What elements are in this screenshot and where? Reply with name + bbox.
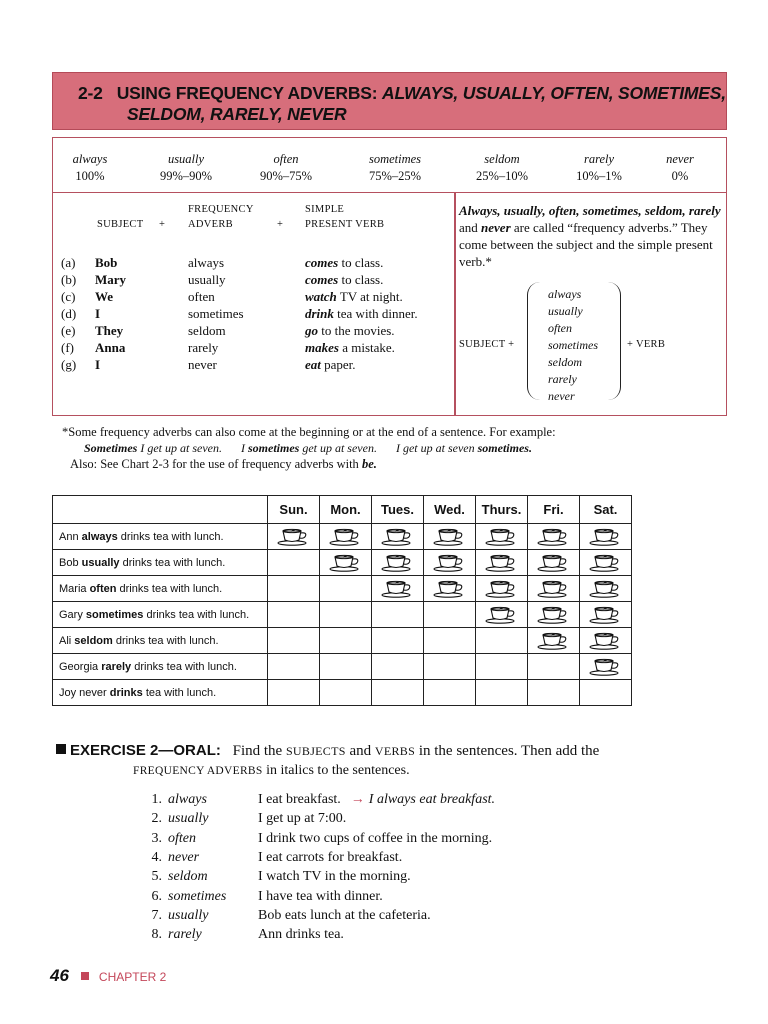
table-row (53, 550, 632, 576)
explanation-text: are called “frequency adverbs.” They come between the subject and the simple present verb.* (459, 220, 713, 269)
exercise-instruction: Find the (232, 743, 283, 759)
day-cell (320, 550, 372, 576)
day-cell (320, 680, 372, 706)
day-cell (528, 628, 580, 654)
sentence-adverb: sometimes (85, 608, 144, 621)
sentence-pre: Georgia (59, 660, 102, 673)
item-number: 5. (151, 869, 162, 885)
day-cell (476, 524, 528, 550)
teacup-icon (589, 632, 623, 650)
item-adverb: seldom (168, 869, 208, 885)
sentence-post: drinks tea with lunch. (116, 582, 223, 595)
item-adverb: usually (168, 811, 209, 827)
brace-adverb: sometimes (548, 338, 598, 352)
item-adverb: often (168, 830, 196, 846)
example-rest: to the movies. (321, 323, 395, 338)
teacup-icon (537, 606, 571, 624)
day-cell (424, 628, 476, 654)
freq-col (141, 151, 231, 185)
day-cell (372, 602, 424, 628)
exercise-instruction-2 (133, 763, 410, 779)
item-adverb: always (168, 792, 207, 807)
day-cell (372, 550, 424, 576)
day-cell (580, 550, 632, 576)
sentence-pre: Bob (59, 556, 82, 569)
explanation-and: and (459, 220, 478, 235)
sentence-post: drinks tea with lunch. (131, 660, 237, 673)
day-header: Thurs. (476, 496, 528, 524)
day-cell (320, 628, 372, 654)
example-rest: to class. (341, 272, 384, 287)
day-cell (476, 576, 528, 602)
freq-percent: 90%–75% (259, 169, 313, 183)
teacup-icon (329, 528, 363, 546)
footnote-example: I get up at seven sometimes. (395, 441, 532, 455)
teacup-icon (485, 580, 519, 598)
example-adverb: rarely (188, 340, 219, 355)
table-row (53, 524, 632, 550)
freq-percent: 100% (75, 169, 105, 183)
sentence-post: drinks tea with lunch. (112, 634, 219, 647)
footnote (62, 424, 556, 472)
example-rest: a mistake. (342, 340, 395, 355)
example-subject: Bob (95, 255, 118, 270)
hdr-simple: SIMPLE (305, 204, 345, 215)
teacup-icon (381, 528, 415, 546)
example-verb-phrase (305, 255, 383, 271)
exercise-item (140, 927, 344, 943)
freq-adverb: often (273, 152, 299, 166)
item-sentence: Bob eats lunch at the cafeteria. (258, 907, 431, 923)
item-adverb: rarely (168, 927, 202, 943)
item-adverb: never (168, 849, 200, 865)
day-cell (580, 628, 632, 654)
teacup-icon (589, 606, 623, 624)
row-sentence (53, 628, 268, 654)
exercise-item (140, 792, 495, 808)
freq-col (635, 151, 725, 185)
example-rest: paper. (324, 357, 356, 372)
brace-adverb: always (548, 287, 582, 301)
example-adverb: always (188, 255, 225, 270)
item-sentence: I have tea with dinner. (258, 888, 383, 904)
example-adverb: seldom (188, 323, 226, 338)
example-verb: eat (305, 357, 321, 372)
chart-number: 2-2 (78, 83, 103, 103)
hdr-present-verb: PRESENT VERB (305, 219, 385, 230)
tea-frequency-table (52, 495, 632, 706)
day-cell (580, 524, 632, 550)
teacup-icon (485, 606, 519, 624)
exercise-item (140, 869, 411, 885)
sentence-post: tea with lunch. (142, 686, 217, 699)
item-number: 8. (151, 927, 162, 943)
sentence-pre: Maria (59, 582, 90, 595)
exercise-instruction: SUBJECTS (285, 744, 346, 758)
day-cell (320, 576, 372, 602)
day-cell (268, 680, 320, 706)
frequency-scale (53, 138, 726, 193)
freq-percent: 75%–25% (368, 169, 422, 183)
day-header: Wed. (424, 496, 476, 524)
explanation (459, 202, 721, 270)
teacup-icon (433, 554, 467, 572)
example-label: (a) (61, 255, 76, 270)
exercise-instruction: in italics to the sentences. (266, 763, 410, 778)
exercise-item (140, 908, 431, 924)
day-cell (268, 524, 320, 550)
row-sentence (53, 524, 268, 550)
day-cell (528, 524, 580, 550)
freq-percent: 99%–90% (159, 169, 213, 183)
example-verb-phrase (305, 272, 383, 288)
hdr-plus: + (277, 219, 284, 230)
exercise-title (56, 742, 599, 760)
footnote-example: Sometimes I get up at seven. (84, 441, 222, 455)
freq-col (457, 151, 547, 185)
title-adverbs: ALWAYS, USUALLY, OFTEN, SOMETIMES, (382, 83, 726, 103)
freq-adverb: never (666, 152, 694, 166)
freq-percent: 10%–1% (576, 169, 622, 183)
item-number: 3. (151, 830, 162, 846)
example-label: (f) (61, 340, 74, 355)
freq-col (350, 151, 440, 185)
brace-subject: SUBJECT + (459, 339, 515, 350)
teacup-icon (433, 528, 467, 546)
sentence-adverb: usually (81, 556, 120, 569)
item-number: 6. (151, 888, 162, 904)
arrow-icon: → (350, 792, 365, 807)
teacup-icon (329, 554, 363, 572)
example-label: (c) (61, 289, 76, 304)
example-subject: Anna (95, 340, 126, 355)
freq-adverb: rarely (583, 152, 615, 166)
hdr-plus: + (159, 219, 166, 230)
day-cell (372, 576, 424, 602)
item-sentence: I get up at 7:00. (258, 811, 347, 827)
day-cell (424, 576, 476, 602)
exercise-item (140, 831, 492, 847)
day-cell (580, 576, 632, 602)
teacup-icon (381, 554, 415, 572)
example-adverb: sometimes (188, 306, 244, 321)
column-divider (454, 192, 456, 416)
row-sentence (53, 680, 268, 706)
day-header: Tues. (372, 496, 424, 524)
day-cell (320, 654, 372, 680)
row-sentence (53, 576, 268, 602)
example-label: (d) (61, 306, 77, 321)
freq-adverb: seldom (484, 152, 520, 166)
exercise-item (140, 889, 383, 905)
exercise-instruction: FREQUENCY ADVERBS (133, 765, 263, 777)
item-sentence: I eat carrots for breakfast. (258, 849, 403, 865)
day-cell (424, 654, 476, 680)
teacup-icon (589, 554, 623, 572)
day-cell (528, 576, 580, 602)
day-header: Mon. (320, 496, 372, 524)
teacup-icon (589, 658, 623, 676)
example-label: (g) (61, 357, 77, 372)
brace-verb: + VERB (627, 339, 666, 350)
teacup-icon (589, 528, 623, 546)
example-verb: watch (305, 289, 337, 304)
item-number: 2. (151, 811, 162, 827)
hdr-adverb: ADVERB (188, 219, 233, 230)
day-cell (268, 550, 320, 576)
example-subject: We (95, 289, 114, 304)
row-sentence (53, 602, 268, 628)
item-sentence: I watch TV in the morning. (258, 869, 411, 885)
day-cell (320, 524, 372, 550)
chart-title-banner (52, 72, 727, 130)
teacup-icon (485, 528, 519, 546)
item-answer: I always eat breakfast. (368, 792, 496, 807)
row-sentence (53, 550, 268, 576)
page-number: 46 (50, 966, 69, 985)
footnote-example: I sometimes get up at seven. (240, 441, 377, 455)
day-cell (372, 654, 424, 680)
freq-col (45, 151, 135, 185)
sentence-post: drinks tea with lunch. (119, 556, 226, 569)
brace-adverb: usually (548, 304, 583, 318)
example-verb: go (305, 323, 318, 338)
example-adverb: often (188, 289, 215, 304)
day-cell (424, 550, 476, 576)
example-verb-phrase (305, 340, 395, 356)
item-number: 7. (151, 907, 162, 923)
example-label: (b) (61, 272, 77, 287)
freq-percent: 25%–10% (475, 169, 529, 183)
sentence-adverb: drinks (109, 686, 143, 699)
brace-adverb-list (548, 286, 598, 405)
sentence-pre: Gary (59, 608, 86, 621)
teacup-icon (537, 528, 571, 546)
table-row (53, 628, 632, 654)
footnote-examples (84, 440, 556, 456)
sentence-post: drinks tea with lunch. (143, 608, 250, 621)
day-header: Sat. (580, 496, 632, 524)
table-row (53, 602, 632, 628)
day-header: Fri. (528, 496, 580, 524)
page-footer (50, 966, 166, 986)
day-cell (580, 654, 632, 680)
brace-adverb: never (548, 389, 575, 403)
item-sentence: I eat breakfast. (258, 792, 341, 807)
day-cell (476, 602, 528, 628)
row-sentence (53, 654, 268, 680)
freq-col (241, 151, 331, 185)
teacup-icon (485, 554, 519, 572)
sentence-pre: Ali (59, 634, 75, 647)
table-row (53, 680, 632, 706)
exercise-item (140, 850, 402, 866)
title-lead: USING FREQUENCY ADVERBS: (116, 83, 378, 103)
example-verb: comes (305, 255, 339, 270)
example-rest: to class. (341, 255, 384, 270)
day-cell (580, 680, 632, 706)
exercise-item (140, 811, 346, 827)
sentence-pre: Joy never (59, 686, 110, 699)
example-verb-phrase (305, 323, 395, 339)
item-number: 1. (151, 792, 162, 807)
example-verb: comes (305, 272, 339, 287)
item-sentence: I drink two cups of coffee in the morning. (258, 830, 493, 846)
day-cell (268, 576, 320, 602)
freq-adverb: always (72, 152, 108, 166)
teacup-icon (537, 580, 571, 598)
day-cell (580, 602, 632, 628)
day-cell (424, 524, 476, 550)
chapter-label: CHAPTER 2 (98, 970, 167, 984)
explanation-bold: Always, usually, often, sometimes, seldom, rarely (459, 203, 721, 218)
example-subject: They (95, 323, 124, 338)
example-verb: makes (305, 340, 339, 355)
day-cell (424, 602, 476, 628)
table-header-row (53, 496, 632, 524)
title-adverbs-2: SELDOM, RARELY, NEVER (127, 104, 347, 124)
footnote-line-3: Also: See Chart 2-3 for the use of frequency adverbs with be. (70, 457, 377, 471)
example-verb-phrase (305, 357, 356, 373)
freq-adverb: usually (167, 152, 205, 166)
day-cell (372, 628, 424, 654)
exercise-label: EXERCISE 2—ORAL: (70, 742, 221, 759)
example-subject: I (95, 357, 101, 372)
day-cell (320, 602, 372, 628)
teacup-icon (381, 580, 415, 598)
day-cell (372, 524, 424, 550)
right-brace (608, 282, 621, 400)
example-verb-phrase (305, 306, 418, 322)
brace-adverb: rarely (548, 372, 577, 386)
table-row (53, 576, 632, 602)
freq-adverb: sometimes (368, 152, 422, 166)
example-rest: tea with dinner. (337, 306, 418, 321)
exercise-instruction: VERBS (374, 744, 416, 758)
sentence-pre: Ann (59, 530, 82, 543)
item-adverb: sometimes (168, 888, 227, 904)
freq-percent: 0% (671, 169, 689, 183)
day-header: Sun. (268, 496, 320, 524)
example-adverb: never (188, 357, 217, 372)
title-line-1 (78, 83, 726, 104)
day-cell (528, 680, 580, 706)
exercise-instruction: in the sentences. Then add the (418, 743, 600, 759)
example-subject: I (95, 306, 101, 321)
day-cell (268, 628, 320, 654)
day-cell (268, 654, 320, 680)
explanation-bold: never (481, 220, 511, 235)
exercise-instruction: and (349, 743, 372, 759)
example-label: (e) (61, 323, 76, 338)
day-cell (476, 628, 528, 654)
day-cell (268, 602, 320, 628)
teacup-icon (537, 632, 571, 650)
day-cell (476, 680, 528, 706)
hdr-subject: SUBJECT (97, 219, 144, 230)
left-brace (527, 282, 540, 400)
item-adverb: usually (168, 907, 209, 923)
brace-adverb: seldom (548, 355, 582, 369)
day-cell (528, 654, 580, 680)
table-row (53, 654, 632, 680)
day-cell (476, 550, 528, 576)
day-cell (528, 550, 580, 576)
day-cell (476, 654, 528, 680)
title-line-2 (127, 104, 346, 125)
teacup-icon (277, 528, 311, 546)
freq-col (554, 151, 644, 185)
footnote-line-1: *Some frequency adverbs can also come at the beginning or at the end of a sentence. For example: (62, 425, 556, 439)
hdr-frequency: FREQUENCY (188, 204, 254, 215)
sentence-adverb: often (89, 582, 117, 595)
example-verb-phrase (305, 289, 403, 305)
grammar-chart (52, 137, 727, 416)
example-adverb: usually (188, 272, 226, 287)
sentence-post: drinks tea with lunch. (117, 530, 224, 543)
item-number: 4. (151, 849, 162, 865)
day-cell (372, 680, 424, 706)
sentence-adverb: rarely (101, 660, 132, 673)
square-bullet-icon (56, 744, 66, 754)
teacup-icon (537, 554, 571, 572)
sentence-adverb: always (81, 530, 118, 543)
teacup-icon (589, 580, 623, 598)
item-sentence: Ann drinks tea. (258, 927, 344, 943)
brace-adverb: often (548, 321, 572, 335)
example-subject: Mary (95, 272, 127, 287)
sentence-adverb: seldom (74, 634, 113, 647)
teacup-icon (433, 580, 467, 598)
example-verb: drink (305, 306, 334, 321)
table-corner (53, 496, 268, 524)
square-bullet-icon (81, 972, 89, 980)
day-cell (424, 680, 476, 706)
day-cell (528, 602, 580, 628)
example-rest: TV at night. (339, 289, 403, 304)
